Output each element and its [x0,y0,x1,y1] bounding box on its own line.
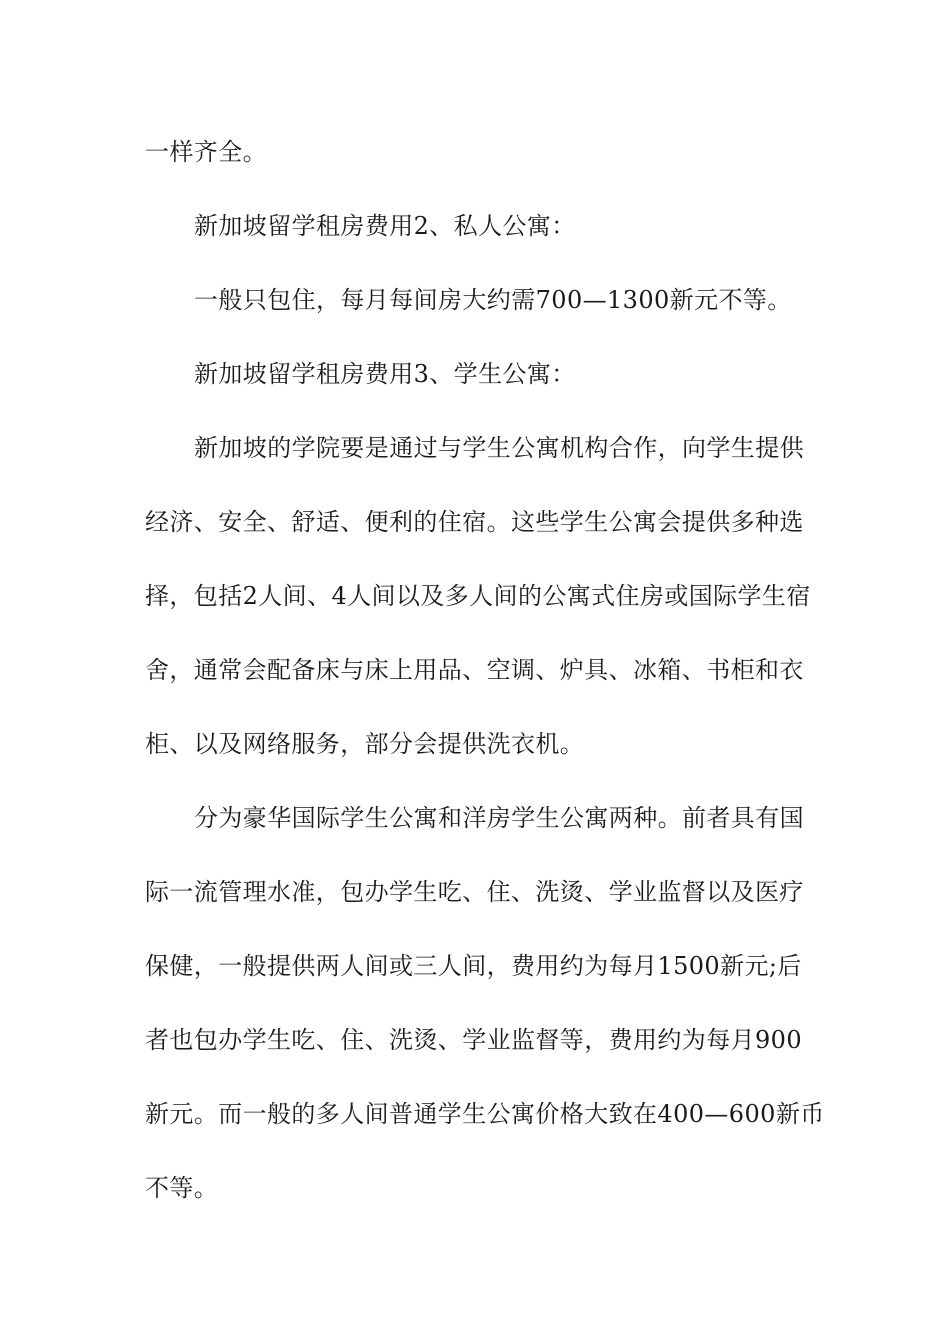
section-heading-private-apartment: 新加坡留学租房费用2、私人公寓： [194,212,576,240]
section-heading-student-apartment: 新加坡留学租房费用3、学生公寓： [194,360,576,388]
paragraph-line: 舍，通常会配备床与床上用品、空调、炉具、冰箱、书柜和衣 [145,656,804,684]
paragraph-line: 保健，一般提供两人间或三人间，费用约为每月1500新元;后 [145,952,802,980]
paragraph-line: 一样齐全。 [145,138,267,166]
paragraph-line: 不等。 [145,1174,219,1202]
paragraph-line: 择，包括2人间、4人间以及多人间的公寓式住房或国际学生宿 [145,582,811,610]
paragraph-line: 际一流管理水准，包办学生吃、住、洗烫、学业监督以及医疗 [145,878,804,906]
paragraph-line: 新元。而一般的多人间普通学生公寓价格大致在400—600新币 [145,1100,825,1128]
paragraph-line: 分为豪华国际学生公寓和洋房学生公寓两种。前者具有国 [194,804,804,832]
paragraph-line: 经济、安全、舒适、便利的住宿。这些学生公寓会提供多种选 [145,508,804,536]
paragraph-line: 柜、以及网络服务，部分会提供洗衣机。 [145,730,585,758]
paragraph-line: 者也包办学生吃、住、洗烫、学业监督等，费用约为每月900 [145,1026,803,1054]
paragraph-line: 新加坡的学院要是通过与学生公寓机构合作，向学生提供 [194,434,804,462]
paragraph-line: 一般只包住，每月每间房大约需700—1300新元不等。 [194,286,792,314]
